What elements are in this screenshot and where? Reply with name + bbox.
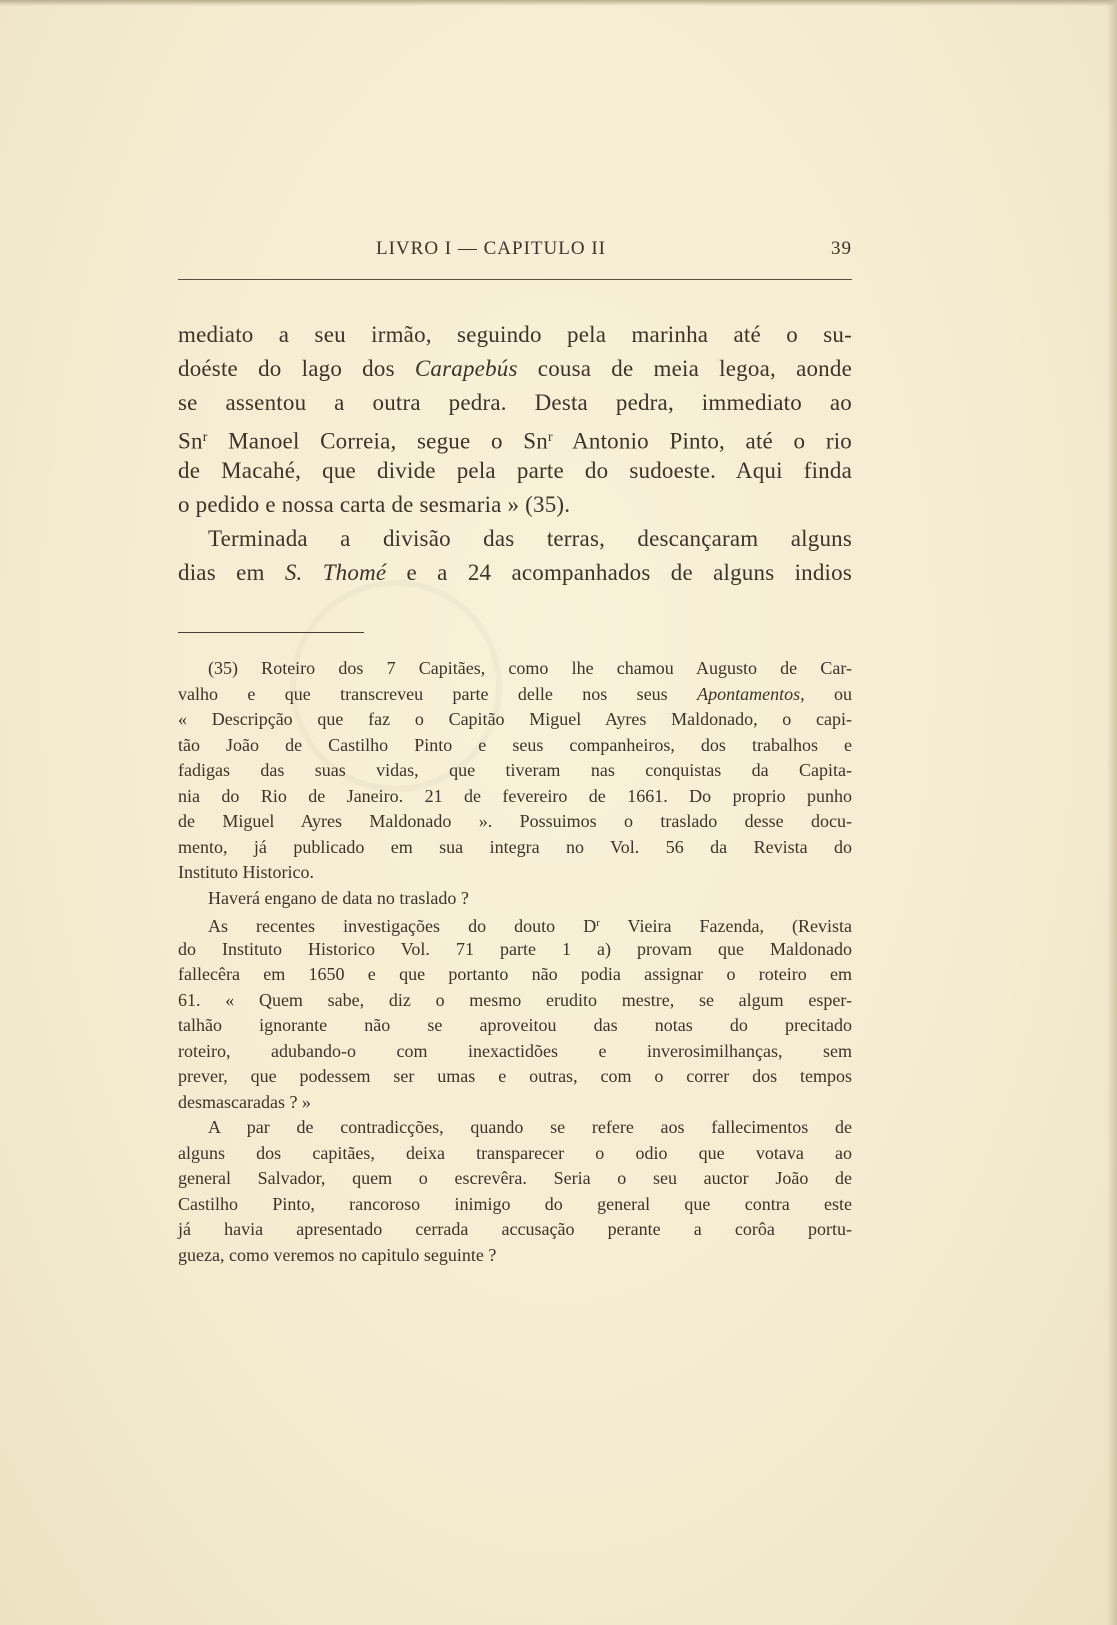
footnote-text: Castilho Pinto, rancoroso inimigo do general que contra este: [178, 1193, 852, 1214]
footnote-text: A par de contradicções, quando se refere aos fallecimentos de: [208, 1117, 852, 1137]
footnote-line: [178, 733, 852, 759]
footnote-text: tão João de Castilho Pinto e seus companheiros, dos trabalhos e: [178, 734, 852, 755]
body-line: [178, 556, 852, 590]
footnote-text: alguns dos capitães, deixa transparecer o odio que votava ao: [178, 1142, 852, 1163]
footnote-line: [178, 784, 852, 810]
footnote-text: talhão ignorante não se aproveitou das notas do precitado: [178, 1015, 852, 1035]
footnote-line: [178, 707, 852, 733]
page-right-edge: [1107, 0, 1117, 1625]
body-text: Sn: [178, 428, 203, 454]
footnote-line: [178, 860, 852, 886]
body-text: Manoel Correia, segue o Sn: [207, 428, 548, 454]
footnote-line: [178, 1243, 852, 1269]
body-text: mediato a seu irmão, seguindo pela marinha até o su-: [178, 322, 852, 347]
footnote-text: mento, já publicado em sua integra no Vol. 56 da Revista do: [178, 836, 852, 857]
body-text: dias em: [178, 560, 285, 585]
footnote-text: general Salvador, quem o escrevêra. Seria o seu auctor João de: [178, 1168, 852, 1188]
footnote-line: [178, 1141, 852, 1167]
footnote-line: [178, 835, 852, 861]
footnote-line: [178, 1115, 852, 1141]
body-line: [178, 522, 852, 556]
footnote-line: [178, 886, 852, 912]
footnote-text: (35) Roteiro dos 7 Capitães, como lhe chamou Augusto de Car-: [208, 658, 852, 678]
footnote-text: gueza, como veremos no capitulo seguinte ?: [178, 1244, 497, 1265]
page-top-edge: [0, 0, 1117, 6]
footnote-line: [178, 1013, 852, 1039]
footnote-italic-text: Apontamentos,: [697, 683, 805, 704]
running-header: [176, 236, 852, 266]
footnote-superscript: r: [596, 917, 600, 929]
footnote-text: Haverá engano de data no traslado ?: [208, 887, 469, 908]
body-italic-text: S. Thomé: [284, 560, 387, 585]
body-text: se assentou a outra pedra. Desta pedra, immediato ao: [178, 390, 852, 415]
footnote-line: [178, 758, 852, 784]
footnote-text: fallecêra em 1650 e que portanto não podia assignar o roteiro em: [178, 964, 852, 984]
body-text: Antonio Pinto, até o rio: [552, 428, 852, 454]
footnote-text: de Miguel Ayres Maldonado ». Possuimos o traslado desse docu-: [178, 811, 852, 831]
body-line: [178, 420, 852, 454]
footnote-text: As recentes investigações do douto D: [208, 915, 597, 936]
footnote-text: 61. « Quem sabe, diz o mesmo erudito mestre, se algum esper-: [178, 989, 852, 1010]
page-number: 39: [831, 238, 852, 259]
footnote-line: [178, 937, 852, 963]
footnote-rule: [178, 632, 364, 633]
body-line: [178, 488, 852, 522]
running-title: LIVRO I — CAPITULO II: [376, 238, 606, 259]
footnote-text: Instituto Historico.: [178, 862, 314, 882]
body-superscript: r: [202, 429, 208, 444]
footnote-text: desmascaradas ? »: [178, 1091, 311, 1112]
footnote-line: [178, 1090, 852, 1116]
footnote-line: [178, 809, 852, 835]
body-superscript: r: [547, 429, 553, 444]
body-text: cousa de meia legoa, aonde: [517, 356, 852, 381]
body-line: [178, 386, 852, 420]
footnote-text: nia do Rio de Janeiro. 21 de fevereiro de 1661. Do proprio punho: [178, 785, 852, 806]
body-line: [178, 454, 852, 488]
footnote-line: [178, 1166, 852, 1192]
footnote-line: [178, 962, 852, 988]
footnote-text: roteiro, adubando-o com inexactidões e inverosimilhanças, sem: [178, 1040, 852, 1061]
footnote-text: prever, que podessem ser umas e outras, com o correr dos tempos: [178, 1066, 852, 1086]
footnote-text: do Instituto Historico Vol. 71 parte 1 a) provam que Maldonado: [178, 938, 852, 959]
footnote-line: [178, 1217, 852, 1243]
footnote-line: [178, 911, 852, 937]
body-line: [178, 352, 852, 386]
footnote-line: [178, 682, 852, 708]
footnote-line: [178, 1192, 852, 1218]
footnote-text: fadigas das suas vidas, que tiveram nas conquistas da Capita-: [178, 760, 852, 780]
footnote-line: [178, 988, 852, 1014]
footnote-text: ou: [804, 683, 852, 704]
footnote-text: « Descripção que faz o Capitão Miguel Ayres Maldonado, o capi-: [178, 709, 852, 729]
body-line: [178, 318, 852, 352]
footnote-text: valho e que transcreveu parte delle nos seus: [178, 683, 698, 704]
footnote-line: [178, 1039, 852, 1065]
body-text: doéste do lago dos: [178, 356, 415, 381]
body-text: de Macahé, que divide pela parte do sudoeste. Aqui finda: [178, 458, 852, 483]
body-text: Terminada a divisão das terras, descançaram alguns: [208, 526, 852, 551]
footnote-line: [178, 656, 852, 682]
footnote-line: [178, 1064, 852, 1090]
footnote-text: Vieira Fazenda, (Revista: [599, 915, 852, 936]
footnote-text: já havia apresentado cerrada accusação perante a corôa portu-: [178, 1219, 852, 1239]
body-text: o pedido e nossa carta de sesmaria » (35).: [178, 492, 571, 517]
body-text: e a 24 acompanhados de alguns indios: [386, 560, 853, 585]
body-italic-text: Carapebús: [414, 356, 518, 381]
footnotes-block: [178, 656, 852, 1268]
header-rule: [178, 279, 852, 280]
main-text-body: [178, 318, 852, 590]
